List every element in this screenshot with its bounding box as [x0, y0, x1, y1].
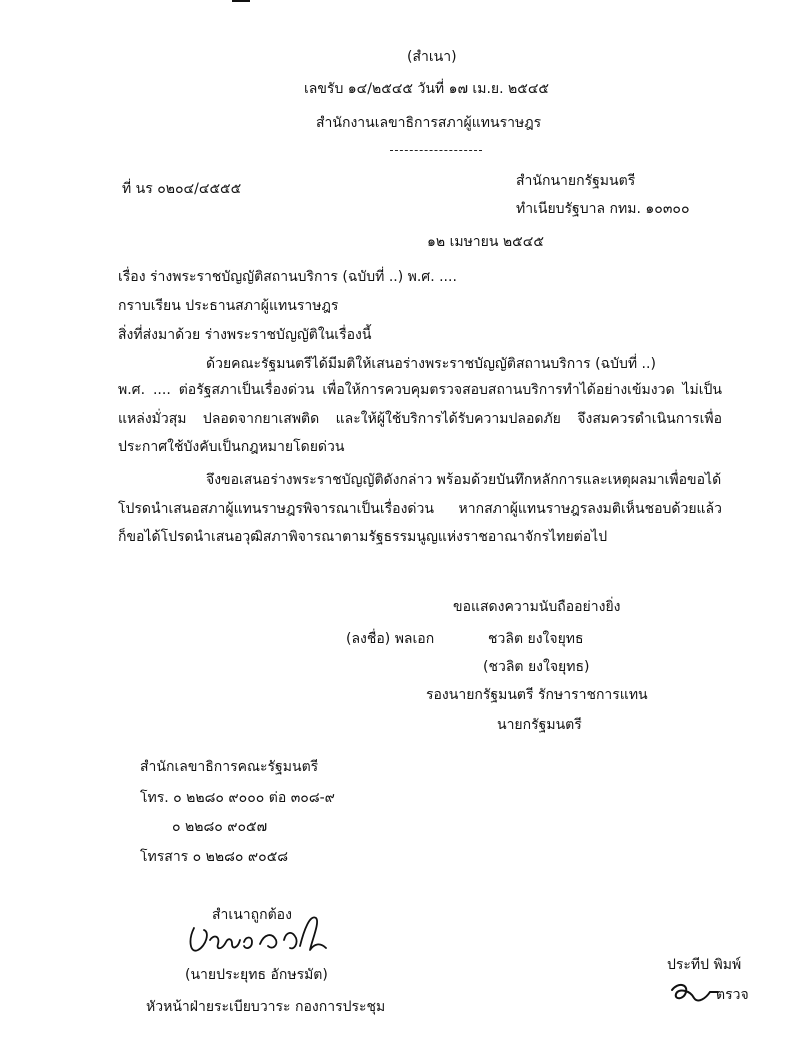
closing-phrase: ขอแสดงความนับถืออย่างยิ่ง: [453, 599, 621, 615]
certifier-name: (นายประยุทธ อักษรมัต): [185, 967, 328, 983]
handwritten-signature: [180, 910, 340, 966]
paragraph-1-line-2: พ.ศ. .... ต่อรัฐสภาเป็นเรื่องด่วน เพื่อให้การควบคุมตรวจสอบสถานบริการทำได้อย่างเข้มงวด ไม่เป็น: [118, 382, 722, 398]
fax-number: โทรสาร ๐ ๒๒๘๐ ๙๐๕๘: [140, 849, 289, 865]
signer-name-parenthesized: (ชวลิต ยงใจยุทธ): [483, 659, 590, 675]
receiving-office: สำนักงานเลขาธิการสภาผู้แทนราษฎร: [316, 115, 542, 131]
salutation: กราบเรียน ประธานสภาผู้แทนราษฎร: [118, 298, 339, 314]
paragraph-2-line-2: โปรดนำเสนอสภาผู้แทนราษฎรพิจารณาเป็นเรื่องด่วน หากสภาผู้แทนราษฎรลงมติเห็นชอบด้วยแล้ว: [118, 501, 722, 517]
checked-note: ตรวจ: [716, 987, 749, 1003]
sender-office: สำนักนายกรัฐมนตรี: [516, 173, 636, 189]
letter-date: ๑๒ เมษายน ๒๕๔๕: [427, 234, 544, 250]
scan-mark: [232, 0, 250, 2]
enclosure-line: สิ่งที่ส่งมาด้วย ร่างพระราชบัญญัติในเรื่องนี้: [118, 327, 372, 343]
signer-position-2: นายกรัฐมนตรี: [497, 717, 582, 733]
typist-note: ประทีป พิมพ์: [667, 957, 742, 973]
telephone-2: ๐ ๒๒๘๐ ๙๐๕๗: [172, 819, 268, 835]
header-divider: [390, 150, 482, 151]
paragraph-2-line-1: จึงขอเสนอร่างพระราชบัญญัติดังกล่าว พร้อมด้วยบันทึกหลักการและเหตุผลมาเพื่อขอได้: [206, 472, 722, 488]
sender-address: ทำเนียบรัฐบาล กทม. ๑๐๓๐๐: [516, 201, 690, 217]
reference-number: ที่ นร ๐๒๐๔/๔๕๕๕: [122, 181, 242, 197]
copy-mark: (สำเนา): [407, 49, 457, 65]
paragraph-1-line-3: แหล่งมั่วสุม ปลอดจากยาเสพติด และให้ผู้ใช้บริการได้รับความปลอดภัย จึงสมควรดำเนินการเพื่อ: [118, 411, 722, 427]
paragraph-1-line-4: ประกาศใช้บังคับเป็นกฎหมายโดยด่วน: [118, 439, 345, 455]
footer-department: สำนักเลขาธิการคณะรัฐมนตรี: [140, 759, 319, 775]
signer-name: ชวลิต ยงใจยุทธ: [488, 631, 584, 647]
receipt-number: เลขรับ ๑๔/๒๕๔๕ วันที่ ๑๗ เม.ย. ๒๕๔๕: [304, 81, 550, 97]
checker-initials: [668, 978, 720, 1006]
certified-copy-label: สำเนาถูกต้อง: [212, 907, 292, 923]
telephone-1: โทร. ๐ ๒๒๘๐ ๙๐๐๐ ต่อ ๓๐๘-๙: [140, 790, 335, 806]
certifier-title: หัวหน้าฝ่ายระเบียบวาระ กองการประชุม: [146, 999, 386, 1015]
paragraph-2-line-3: ก็ขอได้โปรดนำเสนอวุฒิสภาพิจารณาตามรัฐธรรมนูญแห่งราชอาณาจักรไทยต่อไป: [118, 529, 608, 545]
signed-prefix: (ลงชื่อ) พลเอก: [346, 631, 435, 647]
subject-line: เรื่อง ร่างพระราชบัญญัติสถานบริการ (ฉบับที่ ..) พ.ศ. ....: [118, 269, 457, 285]
signer-position: รองนายกรัฐมนตรี รักษาราชการแทน: [426, 687, 648, 703]
paragraph-1-line-1: ด้วยคณะรัฐมนตรีได้มีมติให้เสนอร่างพระราชบัญญัติสถานบริการ (ฉบับที่ ..): [206, 356, 656, 372]
